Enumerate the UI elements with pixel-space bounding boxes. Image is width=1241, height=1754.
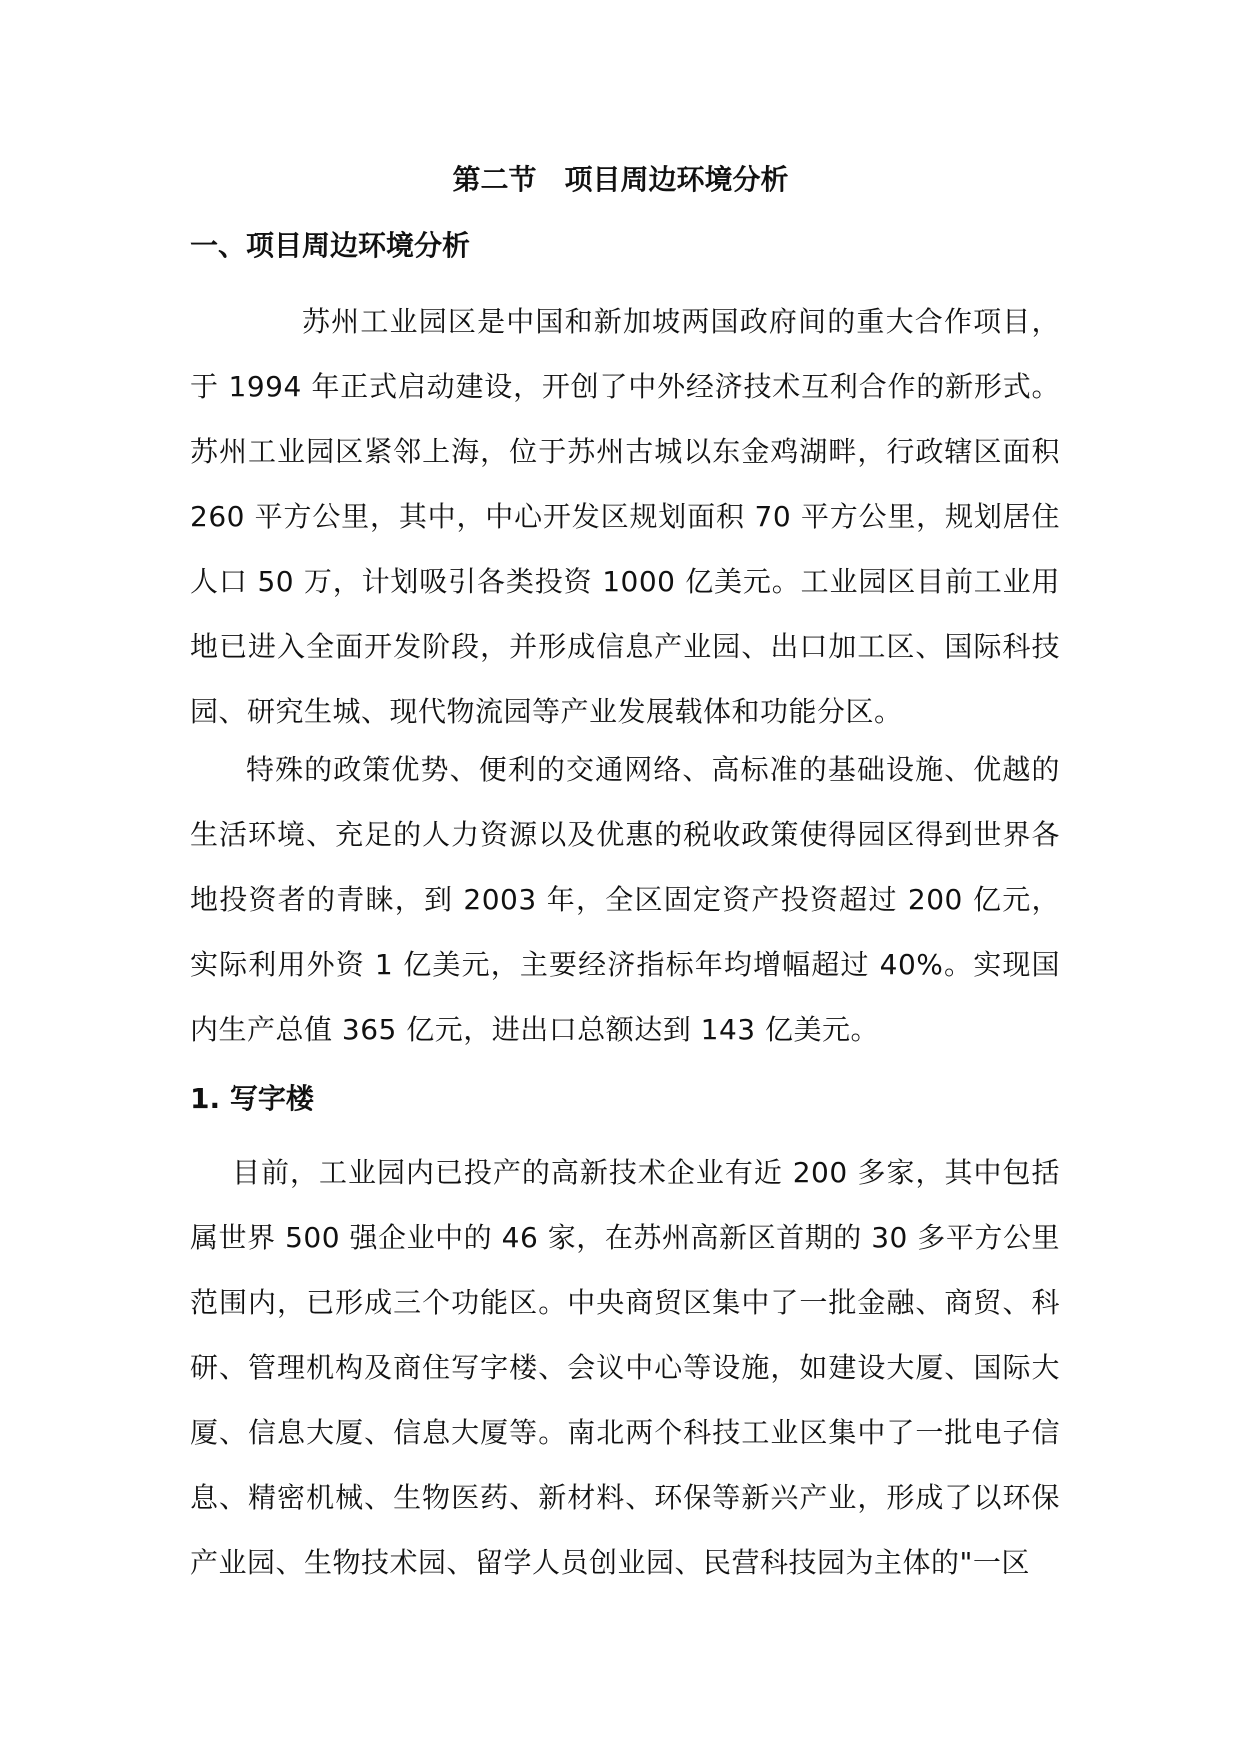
paragraph-investment-advantages: 特殊的政策优势、便利的交通网络、高标准的基础设施、优越的生活环境、充足的人力资源以及优惠的税收政策使得园区得到世界各地投资者的青睐，到 2003 年，全区固定资产投资超过 200 亿元，实际利用外资 1 亿美元，主要经济指标年均增幅超过 40%。实现国内生产总值 365 亿元，进出口总额达到 143 亿美元。 <box>190 753 1060 1046</box>
paragraph-office-buildings: 目前，工业园内已投产的高新技术企业有近 200 多家，其中包括属世界 500 强企业中的 46 家，在苏州高新区首期的 30 多平方公里范围内，已形成三个功能区。中央商贸区集中了一批金融、商贸、科研、管理机构及商住写字楼、会议中心等设施，如建设大厦、国际大厦、信息大厦、信息大厦等。南北两个科技工业区集中了一批电子信息、精密机械、生物医药、新材料、环保等新兴产业，形成了以环保产业园、生物技术园、留学人员创业园、民营科技园为主体的"一区 <box>190 1156 1060 1579</box>
section-title: 第二节 项目周边环境分析 <box>452 163 789 196</box>
section-heading: 一、项目周边环境分析 <box>190 229 471 262</box>
subheading-office-buildings: 1. 写字楼 <box>190 1082 314 1115</box>
paragraph-park-overview: 苏州工业园区是中国和新加坡两国政府间的重大合作项目，于 1994 年正式启动建设，开创了中外经济技术互利合作的新形式。苏州工业园区紧邻上海，位于苏州古城以东金鸡湖畔，行政辖区面积 260 平方公里，其中，中心开发区规划面积 70 平方公里，规划居住人口 50 万，计划吸引各类投资 1000 亿美元。工业园区目前工业用地已进入全面开发阶段，并形成信息产业园、出口加工区、国际科技园、研究生城、现代物流园等产业发展载体和功能分区。 <box>190 305 1060 728</box>
